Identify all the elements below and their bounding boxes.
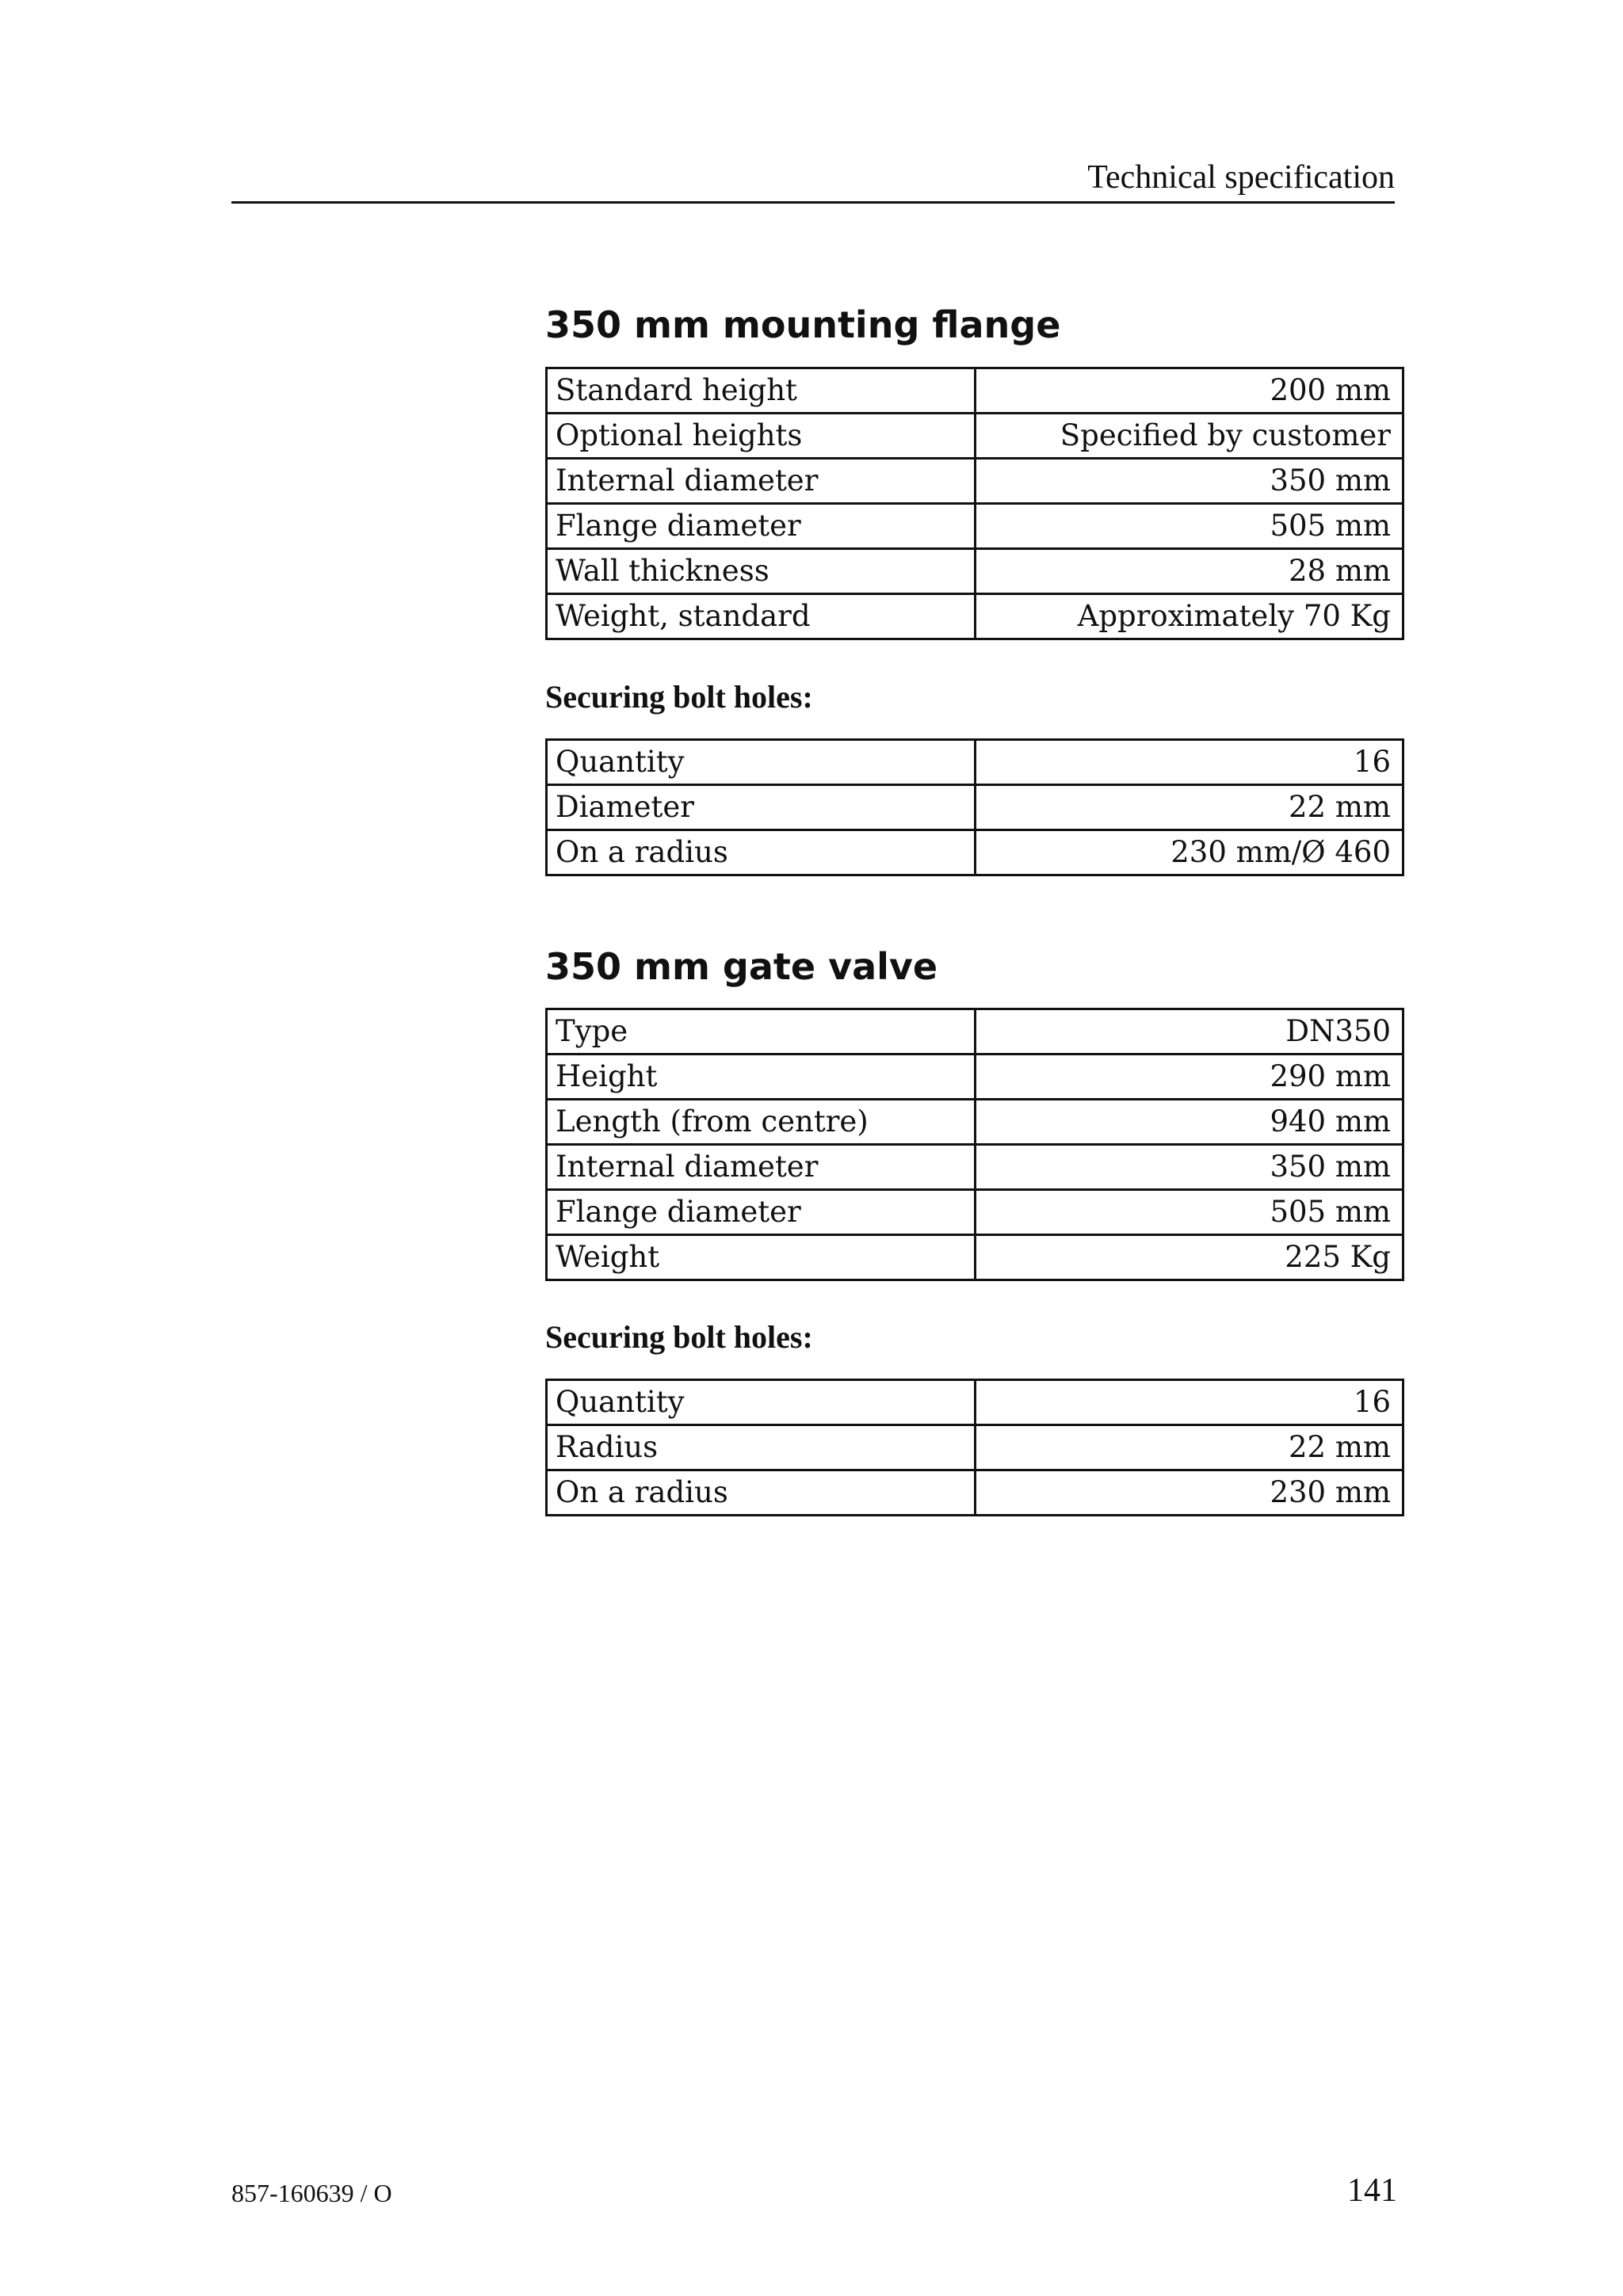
spec-value: 350 mm [975,459,1403,504]
table-row [547,504,1403,549]
spec-value: 230 mm [975,1470,1403,1516]
spec-value: 16 [975,740,1403,785]
spec-label: Height [547,1055,976,1100]
spec-label: Radius [547,1425,976,1470]
section-title-valve: 350 mm gate valve [545,945,938,988]
table-row [547,594,1403,639]
table-row [547,1470,1403,1516]
table-row [547,1380,1403,1425]
spec-label: Type [547,1009,976,1055]
table-row [547,1055,1403,1100]
spec-label: Weight [547,1235,976,1280]
table-row [547,414,1403,459]
spec-value: Specified by customer [975,414,1403,459]
spec-value: DN350 [975,1009,1403,1055]
spec-value: 505 mm [975,504,1403,549]
spec-value: 225 Kg [975,1235,1403,1280]
spec-value: 350 mm [975,1145,1403,1190]
page-number: 141 [1347,2172,1397,2209]
spec-label: Internal diameter [547,459,976,504]
spec-label: Internal diameter [547,1145,976,1190]
table-row [547,740,1403,785]
table-row [547,1100,1403,1145]
spec-value: 28 mm [975,549,1403,594]
valve-spec-table [545,1008,1404,1281]
spec-value: 16 [975,1380,1403,1425]
valve-bolt-holes-heading: Securing bolt holes: [545,1319,813,1355]
spec-value: Approximately 70 Kg [975,594,1403,639]
spec-label: Flange diameter [547,504,976,549]
document-number: 857-160639 / O [231,2179,392,2207]
spec-value: 200 mm [975,368,1403,414]
spec-value: 505 mm [975,1190,1403,1235]
table-row [547,1145,1403,1190]
spec-value: 22 mm [975,1425,1403,1470]
spec-label: Quantity [547,1380,976,1425]
flange-spec-table [545,367,1404,640]
table-row [547,1235,1403,1280]
running-header: Technical specification [1087,159,1395,196]
flange-bolt-table [545,738,1404,876]
section-title-flange: 350 mm mounting flange [545,303,1061,346]
header-rule [231,201,1395,204]
table-row [547,1009,1403,1055]
table-row [547,549,1403,594]
spec-label: Standard height [547,368,976,414]
spec-label: On a radius [547,1470,976,1516]
table-row [547,459,1403,504]
spec-label: Length (from centre) [547,1100,976,1145]
spec-label: Weight, standard [547,594,976,639]
spec-value: 22 mm [975,785,1403,830]
spec-label: Quantity [547,740,976,785]
spec-label: Flange diameter [547,1190,976,1235]
valve-bolt-table [545,1379,1404,1516]
flange-bolt-holes-heading: Securing bolt holes: [545,679,813,715]
spec-value: 290 mm [975,1055,1403,1100]
spec-label: Optional heights [547,414,976,459]
spec-label: Diameter [547,785,976,830]
spec-value: 940 mm [975,1100,1403,1145]
table-row [547,785,1403,830]
spec-label: On a radius [547,830,976,875]
table-row [547,830,1403,875]
spec-value: 230 mm/Ø 460 [975,830,1403,875]
spec-label: Wall thickness [547,549,976,594]
table-row [547,1190,1403,1235]
table-row [547,1425,1403,1470]
table-row [547,368,1403,414]
